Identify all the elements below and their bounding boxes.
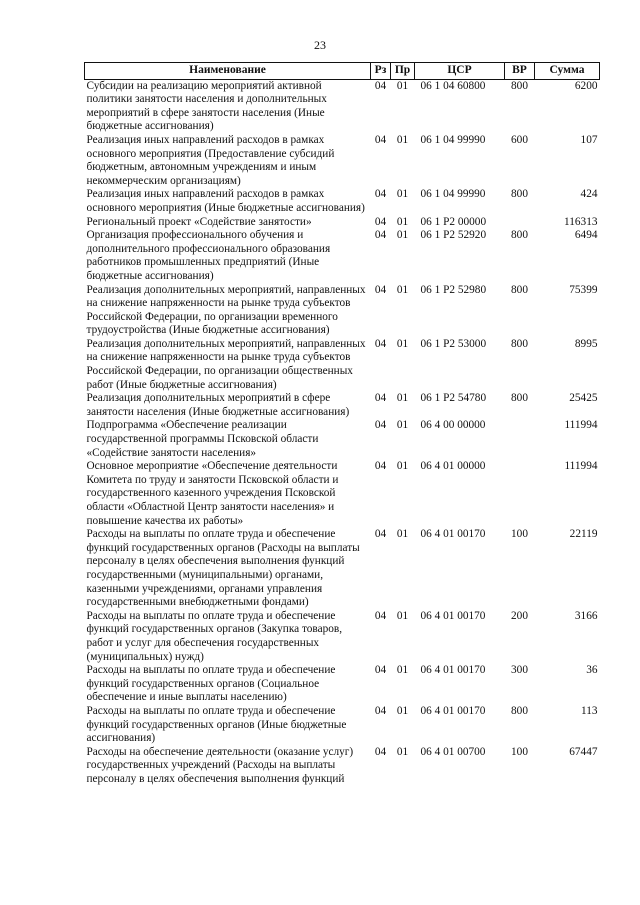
header-name: Наименование	[85, 63, 371, 80]
table-row	[85, 229, 600, 283]
cell-csr: 06 4 01 00000	[420, 460, 486, 473]
cell-name: Расходы на выплаты по оплате труда и обеспечение функций государственных органов (Закупка товаров, работ и услуг для обеспечения государственных (муниципальных) нужд)	[86, 609, 343, 663]
cell-name: Основное мероприятие «Обеспечение деятельности Комитета по труду и занятости Псковской области и государственного казенного учреждения Псковской области «Областной Центр занятости населения» и повышение качества их работы»	[86, 460, 339, 527]
cell-name: Реализация дополнительных мероприятий, направленных на снижение напряженности на рынке труда субъектов Российской Федерации, по организации общественных работ (Иные бюджетные ассигнования)	[86, 337, 366, 391]
cell-rz: 04	[374, 79, 387, 92]
cell-pr: 01	[396, 528, 409, 541]
cell-pr: 01	[396, 215, 409, 228]
cell-rz: 04	[374, 704, 387, 717]
cell-name: Расходы на выплаты по оплате труда и обеспечение функций государственных органов (Расходы на выплаты персоналу в целях обеспечения выполнения функций государственными (муниципальными) органами, казенными учреждениями, органами управления государственными внебюджетными фондами)	[86, 528, 360, 609]
page-number: 23	[314, 38, 326, 52]
cell-csr: 06 4 01 00170	[420, 609, 486, 622]
table-row	[85, 746, 600, 787]
cell-pr: 01	[396, 337, 409, 350]
table-header-row	[85, 63, 600, 80]
cell-pr: 01	[396, 283, 409, 296]
cell-sum: 107	[580, 133, 598, 146]
cell-sum: 113	[580, 704, 598, 717]
cell-pr: 01	[396, 133, 409, 146]
cell-rz: 04	[374, 392, 387, 405]
cell-name: Субсидии на реализацию мероприятий активной политики занятости населения и дополнительных мероприятий в сфере занятости населения (Иные бюджетные ассигнования)	[86, 79, 327, 133]
cell-name: Реализация иных направлений расходов в рамках основного мероприятия (Иные бюджетные ассигнования)	[86, 188, 365, 214]
cell-vr: 800	[511, 392, 528, 405]
cell-rz: 04	[374, 745, 387, 758]
cell-name: Реализация иных направлений расходов в рамках основного мероприятия (Предоставление субсидий бюджетным, автономным учреждениям и иным некоммерческим организациям)	[86, 133, 335, 187]
cell-csr: 06 4 01 00170	[420, 704, 486, 717]
cell-sum: 116313	[564, 215, 598, 228]
cell-vr: 800	[511, 283, 528, 296]
table-row	[85, 419, 600, 460]
cell-sum: 424	[580, 188, 598, 201]
cell-csr: 06 1 04 99990	[420, 133, 486, 146]
cell-csr: 06 1 Р2 53000	[420, 337, 487, 350]
header-rz: Рз	[371, 63, 391, 80]
cell-name: Расходы на выплаты по оплате труда и обеспечение функций государственных органов (Социальное обеспечение и иные выплаты населению)	[86, 664, 336, 704]
cell-sum: 8995	[574, 337, 598, 350]
cell-sum: 25425	[569, 392, 598, 405]
budget-table	[84, 62, 600, 786]
cell-vr	[505, 460, 535, 528]
cell-vr: 800	[511, 188, 528, 201]
header-pr: Пр	[391, 63, 415, 80]
header-sum: Сумма	[535, 63, 600, 80]
cell-pr: 01	[396, 229, 409, 242]
cell-sum: 111994	[564, 419, 598, 432]
table-row	[85, 284, 600, 338]
cell-csr: 06 1 Р2 52980	[420, 283, 487, 296]
cell-vr: 300	[511, 664, 528, 677]
table-row	[85, 705, 600, 746]
cell-sum: 75399	[569, 283, 598, 296]
cell-pr: 01	[396, 460, 409, 473]
cell-rz: 04	[374, 609, 387, 622]
cell-vr: 200	[511, 609, 528, 622]
cell-pr: 01	[396, 188, 409, 201]
cell-rz: 04	[374, 460, 387, 473]
header-vr: ВР	[505, 63, 535, 80]
cell-csr: 06 1 Р2 00000	[420, 215, 487, 228]
table-row	[85, 460, 600, 528]
cell-csr: 06 1 04 99990	[420, 188, 486, 201]
cell-csr: 06 4 01 00170	[420, 528, 486, 541]
cell-vr	[505, 216, 535, 230]
cell-rz: 04	[374, 419, 387, 432]
cell-name: Реализация дополнительных мероприятий в сфере занятости населения (Иные бюджетные ассигнования)	[86, 392, 350, 418]
cell-pr: 01	[396, 745, 409, 758]
cell-name: Организация профессионального обучения и дополнительного профессионального образования работников промышленных предприятий (Иные бюджетные ассигнования)	[86, 229, 331, 282]
cell-vr: 100	[511, 745, 528, 758]
cell-name: Реализация дополнительных мероприятий, направленных на снижение напряженности на рынке труда субъектов Российской Федерации, по организации временного трудоустройства (Иные бюджетные ассигнования)	[86, 283, 366, 337]
cell-rz: 04	[374, 229, 387, 242]
cell-sum: 22119	[569, 528, 598, 541]
cell-rz: 04	[374, 133, 387, 146]
cell-pr: 01	[396, 392, 409, 405]
cell-rz: 04	[374, 528, 387, 541]
table-body	[85, 79, 600, 786]
cell-vr: 600	[511, 133, 528, 146]
cell-vr: 800	[511, 229, 528, 242]
cell-pr: 01	[396, 419, 409, 432]
table-row	[85, 338, 600, 392]
table-row	[85, 134, 600, 188]
cell-rz: 04	[374, 664, 387, 677]
cell-pr: 01	[396, 79, 409, 92]
table-row	[85, 528, 600, 610]
cell-sum: 6494	[574, 229, 598, 242]
cell-pr: 01	[396, 704, 409, 717]
header-csr: ЦСР	[415, 63, 505, 80]
cell-csr: 06 1 Р2 54780	[420, 392, 487, 405]
cell-name: Расходы на обеспечение деятельности (оказание услуг) государственных учреждений (Расходы на выплаты персоналу в целях обеспечения выполнения функций	[86, 745, 354, 785]
table-row	[85, 664, 600, 705]
table-row	[85, 610, 600, 664]
cell-csr: 06 4 01 00170	[420, 664, 486, 677]
table-row	[85, 216, 600, 230]
cell-sum: 67447	[569, 745, 598, 758]
cell-rz: 04	[374, 215, 387, 228]
cell-name: Подпрограмма «Обеспечение реализации государственной программы Псковской области «Содействие занятости населения»	[86, 419, 319, 459]
cell-sum: 36	[586, 664, 598, 677]
cell-csr: 06 4 01 00700	[420, 745, 486, 758]
cell-pr: 01	[396, 664, 409, 677]
cell-rz: 04	[374, 283, 387, 296]
cell-vr: 100	[511, 528, 528, 541]
cell-vr	[505, 419, 535, 460]
cell-pr: 01	[396, 609, 409, 622]
cell-vr: 800	[511, 704, 528, 717]
cell-name: Региональный проект «Содействие занятости»	[86, 215, 312, 228]
cell-name: Расходы на выплаты по оплате труда и обеспечение функций государственных органов (Иные бюджетные ассигнования)	[86, 704, 347, 745]
cell-csr: 06 1 04 60800	[420, 79, 486, 92]
cell-rz: 04	[374, 188, 387, 201]
cell-sum: 3166	[574, 609, 598, 622]
cell-csr: 06 1 Р2 52920	[420, 229, 487, 242]
table-row	[85, 79, 600, 134]
table-row	[85, 392, 600, 419]
cell-sum: 111994	[564, 460, 598, 473]
cell-sum: 6200	[574, 79, 598, 92]
cell-csr: 06 4 00 00000	[420, 419, 486, 432]
cell-rz: 04	[374, 337, 387, 350]
table-row	[85, 188, 600, 215]
cell-vr: 800	[511, 337, 528, 350]
cell-vr: 800	[511, 79, 528, 92]
